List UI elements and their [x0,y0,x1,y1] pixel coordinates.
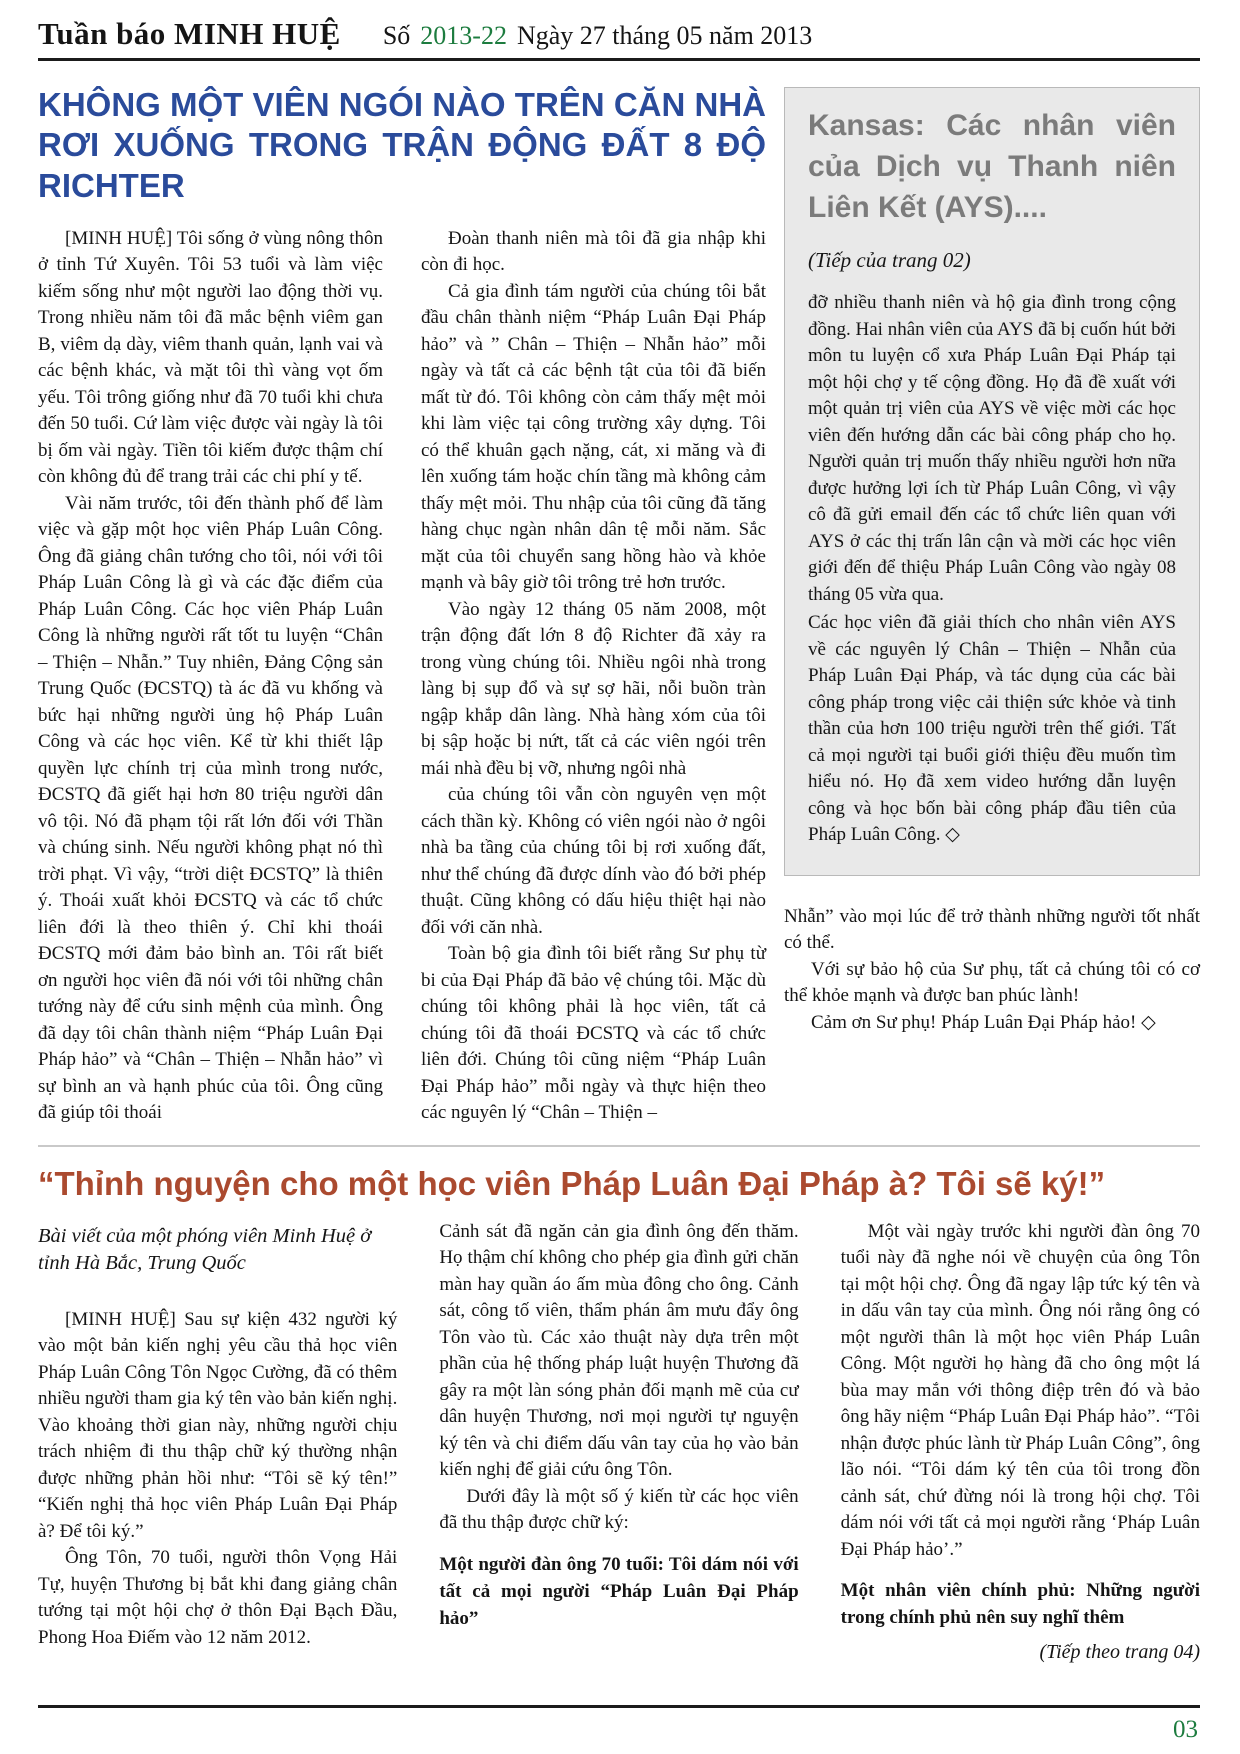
issue-date: Ngày 27 tháng 05 năm 2013 [516,21,813,50]
continued-from-note: (Tiếp của trang 02) [808,248,971,273]
footer-rule [38,1705,1200,1708]
paragraph: [MINH HUỆ] Sau sự kiện 432 người ký vào một bản kiến nghị yêu cầu thả học viên Pháp Luân Công Tôn Ngọc Cường, đã có thêm nhiều người tham gia ký tên vào bản kiến nghị. Vào khoảng thời gian này, những người chịu trách nhiệm đi thu thập chữ ký thường nhận được những phản hồi như: “Tôi sẽ ký tên!” “Kiến nghị thả học viên Pháp Luân Đại Pháp à? Để tôi ký.” [38,1308,398,1542]
article2-column-3-body [841,1219,1200,1564]
page-number: 03 [1173,1716,1198,1743]
article2-column-1-body [38,1307,397,1652]
paragraph: Cả gia đình tám người của chúng tôi bắt đầu chân thành niệm “Pháp Luân Đại Pháp hảo” và ” Chân – Thiện – Nhẫn hảo” mỗi ngày và tất cả các bệnh tật của tôi đã biến mất từ đó. Tôi không còn cảm thấy mệt mỏi khi làm việc tại công trường xây dựng. Tôi có thể khuân gạch nặng, cát, xi măng và đi lên xuống tám hoặc chín tầng mà không cảm thấy mệt mỏi. Thu nhập của tôi cũng đã tăng hàng chục ngàn nhân dân tệ mỗi năm. Sắc mặt của tôi chuyển sang hồng hào và khỏe mạnh và bây giờ tôi trông trẻ hơn trước. [421,280,766,594]
paragraph: Vào ngày 12 tháng 05 năm 2008, một trận động đất lớn 8 độ Richter đã xảy ra trong vùng chúng tôi. Nhiều ngôi nhà trong làng bị sụp đổ và sự sợ hãi, nỗi buồn tràn ngập khắp dân làng. Nhà hàng xóm của tôi bị sập hoặc bị nứt, tất cả các viên ngói trên mái nhà đều bị vỡ, nhưng ngôi nhà [421,598,766,779]
paragraph: Vài năm trước, tôi đến thành phố để làm việc và gặp một học viên Pháp Luân Công. Ông đã giảng chân tướng cho tôi, nói với tôi Pháp Luân Công là gì và các đặc điểm của Pháp Luân Công. Các học viên Pháp Luân Công là những người rất tốt tu luyện “Chân – Thiện – Nhẫn.” Tuy nhiên, Đảng Cộng sản Trung Quốc (ĐCSTQ) tà ác đã vu khống và bức hại những người ủng hộ Pháp Luân Công và các học viên. Kể từ khi thiết lập quyền lực chính trị của mình trong nước, ĐCSTQ đã giết hại hơn 80 triệu người dân vô tội. Nó đã phạm tội rất lớn đối với Thần và chúng sinh. Nếu người không phạt nó thì trời phạt. Vì vậy, “trời diệt ĐCSTQ” là thiên ý. Thoái xuất khỏi ĐCSTQ và các tổ chức liên đới là theo thiên ý. Chỉ khi thoái ĐCSTQ mới đảm bảo bình an. Tôi rất biết ơn người học viên đã nói với tôi những chân tướng này để cứu sinh mệnh của mình. Ông đã dạy tôi chân thành niệm “Pháp Luân Đại Pháp hảo” và “Chân – Thiện – Nhẫn hảo” vì sự bình an và hạnh phúc của tôi. Ông cũng đã giúp tôi thoái [38,492,383,1124]
paragraph: của chúng tôi vẫn còn nguyên vẹn một cách thần kỳ. Không có viên ngói nào ở ngôi nhà ba tầng của chúng tôi bị rơi xuống đất, như thể chúng đã được dính vào đó bởi phép thuật. Cũng không có dấu hiệu thiệt hại nào đối với căn nhà. [421,784,766,938]
paragraph: Toàn bộ gia đình tôi biết rằng Sư phụ từ bi của Đại Pháp đã bảo vệ chúng tôi. Mặc dù chúng tôi không phải là học viên, tất cả chúng tôi đã thoái ĐCSTQ và các tổ chức liên đới. Chúng tôi cũng niệm “Pháp Luân Đại Pháp hảo” mỗi ngày và thực hiện theo các nguyên lý “Chân – Thiện – [421,943,766,1124]
paragraph: Dưới đây là một số ý kiến từ các học viên đã thu thập được chữ ký: [439,1485,799,1534]
article2-column-2 [439,1219,798,1665]
article1-headline: KHÔNG MỘT VIÊN NGÓI NÀO TRÊN CĂN NHÀ RƠI XUỐNG TRONG TRẬN ĐỘNG ĐẤT 8 ĐỘ RICHTER [38,86,766,204]
issue-number: 2013-22 [420,21,507,50]
article2-column-2-body [439,1219,798,1537]
paragraph: Ông Tôn, 70 tuổi, người thôn Vọng Hải Tự, huyện Thương bị bắt khi đang giảng chân tướng tại một hội chợ ở thôn Đại Bạch Đầu, Phong Hoa Điếm vào 12 năm 2012. [38,1547,398,1648]
article2-subhead-official: Một nhân viên chính phủ: Những người trong chính phủ nên suy nghĩ thêm [840,1580,1200,1629]
paragraph: Nhẫn” vào mọi lúc để trở thành những người tốt nhất có thể. [784,905,1200,954]
article2-column-3 [841,1219,1200,1665]
sidebar-article-title: Kansas: Các nhân viên của Dịch vụ Thanh niên Liên Kết (AYS).... [808,109,1176,224]
section-divider [38,1145,1200,1147]
article2-column-1 [38,1219,397,1665]
masthead [38,0,1200,61]
paragraph: [MINH HUỆ] Tôi sống ở vùng nông thôn ở tỉnh Tứ Xuyên. Tôi 53 tuổi và làm việc kiếm sống như một người lao động thời vụ. Trong nhiều năm tôi đã mắc bệnh viêm gan B, viêm dạ dày, viêm thanh quản, lạnh vai và các bệnh khác, và mặt tôi thì vàng vọt ốm yếu. Tôi trông giống như đã 70 tuổi khi chưa đến 50 tuổi. Cứ làm việc được vài ngày là tôi bị ốm vài ngày. Tiền tôi kiếm được thậm chí còn không đủ để trang trải các chi phí y tế. [38,227,383,488]
article1-column-2 [421,226,766,1127]
article1-columns [38,226,766,1127]
article1 [38,61,766,1127]
paragraph: Một vài ngày trước khi người đàn ông 70 tuổi này đã nghe nói về chuyện của ông Tôn tại một hội chợ. Ông đã ngay lập tức ký tên và in dấu vân tay của mình. Ông nói rằng ông có một người thân là một học viên Pháp Luân Công. Một người họ hàng đã cho ông một lá bùa may mắn với thông điệp trên đó và bảo ông hãy niệm “Pháp Luân Đại Pháp hảo”. “Tôi nhận được phúc lành từ Pháp Luân Công”, ông lão nói. “Tôi dám ký tên của tôi trong đồn cảnh sát, chứ đừng nói là trong hội chợ. Tôi dám nói với tất cả mọi người rằng ‘Pháp Luân Đại Pháp hảo’.” [840,1220,1200,1560]
article1-column-3 [784,904,1200,1037]
article2-byline: Bài viết của một phóng viên Minh Huệ ở tỉnh Hà Bắc, Trung Quốc [38,1224,372,1274]
issue-info [383,21,812,51]
article1-column-1 [38,226,383,1127]
sidebar-article-box [784,87,1200,876]
paragraph: Đoàn thanh niên mà tôi đã gia nhập khi còn đi học. [421,227,766,276]
newspaper-title: Tuần báo MINH HUỆ [38,16,341,51]
sidebar-article-body [808,290,1176,849]
paragraph: Cảnh sát đã ngăn cản gia đình ông đến thăm. Họ thậm chí không cho phép gia đình gửi chăn màn hay quần áo ấm mùa đông cho ông. Cảnh sát, công tố viên, thẩm phán âm mưu đẩy ông Tôn vào tù. Các xảo thuật này dựa trên một phần của hệ thống pháp luật huyện Thương đã gây ra một làn sóng phản đối mạnh mẽ của cư dân huyện Thương, nơi mọi người tự nguyện ký tên và chi điểm dấu vân tay của họ vào bản kiến nghị để giải cứu ông Tôn. [439,1220,799,1481]
paragraph: Cảm ơn Sư phụ! Pháp Luân Đại Pháp hảo! ◇ [811,1011,1156,1033]
article2-headline: “Thỉnh nguyện cho một học viên Pháp Luân Đại Pháp à? Tôi sẽ ký!” [38,1164,1106,1202]
top-section [38,61,1200,1127]
issue-label: Số [382,21,411,50]
paragraph: Với sự bảo hộ của Sư phụ, tất cả chúng tôi có cơ thể khỏe mạnh và được ban phúc lành! [784,958,1200,1007]
right-column [784,61,1200,1036]
article2-subhead-man70: Một người đàn ông 70 tuổi: Tôi dám nói với tất cả mọi người “Pháp Luân Đại Pháp hảo” [439,1553,799,1629]
continued-to-note: (Tiếp theo trang 04) [1039,1641,1200,1664]
article2-columns [38,1219,1200,1665]
paragraph: Các học viên đã giải thích cho nhân viên AYS về các nguyên lý Chân – Thiện – Nhẫn của Pháp Luân Đại Pháp, và tác dụng của các bài công pháp trong việc cải thiện sức khỏe và tinh thần của hơn 100 triệu người trên thế giới. Tất cả mọi người tại buổi giới thiệu đều muốn tìm hiểu nó. Họ đã xem video hướng dẫn luyện công và học bốn bài công pháp đầu tiên của Pháp Luân Công. ◇ [808,612,1176,846]
paragraph: đỡ nhiều thanh niên và hộ gia đình trong cộng đồng. Hai nhân viên của AYS đã bị cuốn hút bởi môn tu luyện cổ xưa Pháp Luân Đại Pháp tại một hội chợ y tế cộng đồng. Họ đã đề xuất với một quản trị viên của AYS về việc mời các học viên đến hướng dẫn các bài công pháp cho họ. Người quản trị muốn thấy nhiều người hơn nữa được hưởng lợi ích từ Pháp Luân Công, vì vậy cô đã gửi email đến các tổ chức liên quan với AYS ở các thị trấn lân cận và mời các học viên giới đến để thiệu Pháp Luân Công vào ngày 08 tháng 05 vừa qua. [808,292,1176,605]
